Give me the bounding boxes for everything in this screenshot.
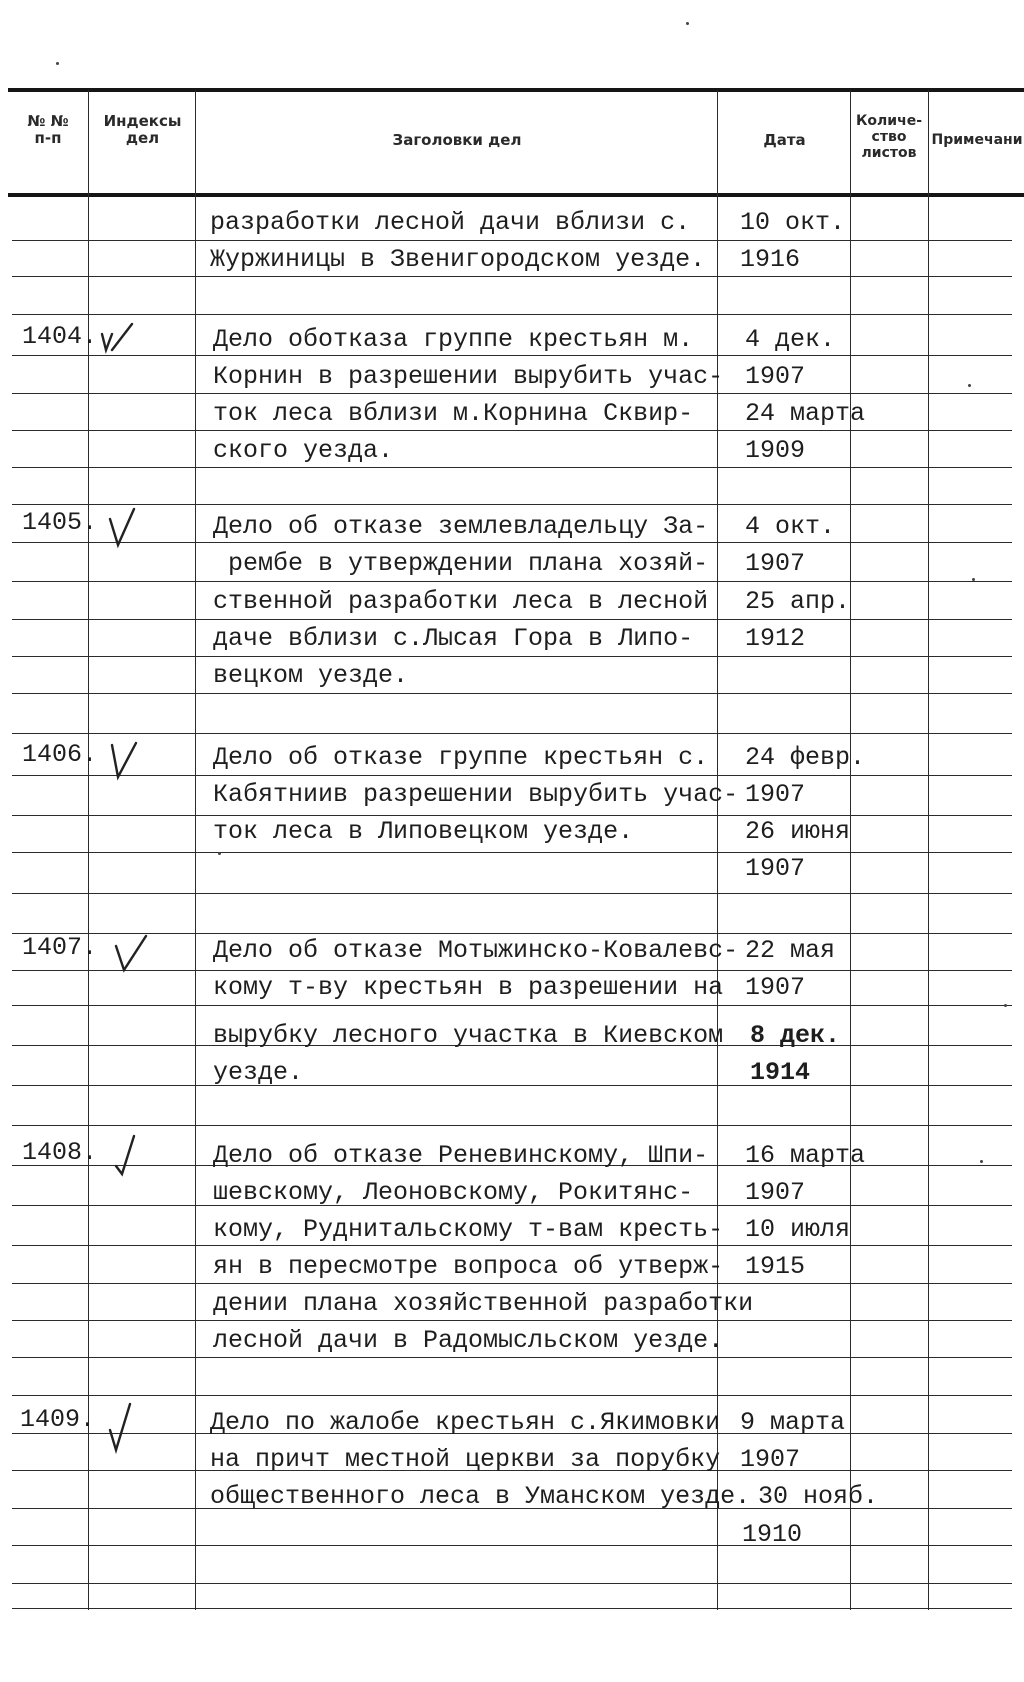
check-mark-icon: [98, 320, 138, 360]
entry-date: 1916: [740, 245, 801, 274]
entry-title-line: Дело об отказе Мотыжинско-Ковалевс-: [213, 936, 739, 965]
entry-date: 1907: [745, 362, 806, 391]
entry-title-line: Кабятниив разрешении вырубить учас-: [213, 780, 739, 809]
check-mark-icon: [112, 930, 152, 976]
entry-date: 10 окт.: [740, 208, 846, 237]
entry-title-line: ственной разработки леса в лесной: [213, 587, 709, 616]
entry-date: 24 марта: [745, 399, 866, 428]
header-bottom-rule: [8, 193, 1024, 197]
entry-date: 1909: [745, 436, 806, 465]
entry-title-line: рембе в утверждении плана хозяй-: [213, 549, 709, 578]
entry-date: 1907: [745, 1178, 806, 1207]
entry-title-line: Дело об отказе землевладельцу За-: [213, 512, 709, 541]
entry-title-line: Дело об отказе группе крестьян с.: [213, 743, 709, 772]
entry-title-line: кому т-ву крестьян в разрешении на: [213, 973, 724, 1002]
scan-speck: [56, 62, 59, 65]
entry-date: 9 марта: [740, 1408, 846, 1437]
scan-speck: [1004, 1004, 1007, 1007]
entry-title-line: Журжиницы в Звенигородском уезде.: [210, 245, 706, 274]
entry-title-line: ток леса в Липовецком уезде.: [213, 817, 634, 846]
column-rule-5: [928, 90, 929, 1610]
entry-date: 10 июля: [745, 1215, 851, 1244]
entry-title-line: шевскому, Леоновскому, Рокитянс-: [213, 1178, 694, 1207]
scan-speck: [218, 852, 221, 855]
scan-speck: [686, 22, 689, 25]
entry-title-line: на причт местной церкви за порубку: [210, 1445, 721, 1474]
entry-title-line: лесной дачи в Радомысльском уезде.: [213, 1326, 724, 1355]
entry-number: 1407.: [22, 933, 98, 962]
entry-date: 26 июня: [745, 817, 851, 846]
scan-speck: [968, 384, 971, 387]
entry-date: 25 апр.: [745, 587, 851, 616]
entry-date: 22 мая: [745, 936, 836, 965]
header-number: № № п-п: [27, 112, 69, 148]
header-top-rule: [8, 88, 1024, 92]
entry-date: 1907: [740, 1445, 801, 1474]
check-mark-icon: [104, 737, 144, 783]
entry-date: 16 марта: [745, 1141, 866, 1170]
entry-title-line: Дело оботказа группе крестьян м.: [213, 325, 694, 354]
header-notes: Примечани: [931, 132, 1023, 148]
entry-date: 1910: [742, 1520, 803, 1549]
entry-date: 30 нояб.: [758, 1482, 879, 1511]
entry-title-line: ян в пересмотре вопроса об утверж-: [213, 1252, 724, 1281]
entry-title-line: разработки лесной дачи вблизи с.: [210, 208, 691, 237]
entry-number: 1409.: [20, 1405, 96, 1434]
check-mark-icon: [104, 1400, 144, 1456]
scan-speck: [972, 578, 975, 581]
entry-date: 1907: [745, 549, 806, 578]
entry-date: 1907: [745, 854, 806, 883]
entry-date: 1912: [745, 624, 806, 653]
column-rule-3: [717, 90, 718, 1610]
entry-date: 4 дек.: [745, 325, 836, 354]
entry-number: 1408.: [22, 1138, 98, 1167]
entry-title-line: Дело по жалобе крестьян с.Якимовки: [210, 1408, 721, 1437]
entry-title-line: даче вблизи с.Лысая Гора в Липо-: [213, 624, 694, 653]
header-indices: Индексы дел: [103, 112, 182, 148]
entry-date: 4 окт.: [745, 512, 836, 541]
entry-number: 1405.: [22, 508, 98, 537]
scan-speck: [980, 1160, 983, 1163]
entry-title-line: кому, Руднитальскому т-вам кресть-: [213, 1215, 724, 1244]
header-date: Дата: [763, 131, 806, 149]
check-mark-icon: [112, 1132, 152, 1180]
entry-title-line: ток леса вблизи м.Корнина Сквир-: [213, 399, 694, 428]
entry-date: 1907: [745, 973, 806, 1002]
entry-number: 1404.: [22, 322, 98, 351]
column-rule-1: [88, 90, 89, 1610]
header-sheet-count: Количе- ство листов: [855, 113, 923, 162]
entry-date: 8 дек.: [750, 1021, 841, 1050]
entry-title-line: ского уезда.: [213, 436, 394, 465]
header-titles: Заголовки дел: [392, 131, 522, 149]
entry-title-line: дении плана хозяйственной разработки: [213, 1289, 754, 1318]
entry-title-line: Дело об отказе Реневинскому, Шпи-: [213, 1141, 709, 1170]
entry-date: 24 февр.: [745, 743, 866, 772]
entry-date: 1907: [745, 780, 806, 809]
entry-title-line: Корнин в разрешении вырубить учас-: [213, 362, 724, 391]
entry-title-line: общественного леса в Уманском уезде.: [210, 1482, 751, 1511]
check-mark-icon: [104, 505, 144, 551]
entry-title-line: уезде.: [213, 1058, 304, 1087]
entry-number: 1406.: [22, 740, 98, 769]
column-rule-4: [850, 90, 851, 1610]
entry-date: 1915: [745, 1252, 806, 1281]
column-rule-2: [195, 90, 196, 1610]
entry-date: 1914: [750, 1058, 811, 1087]
entry-title-line: вецком уезде.: [213, 661, 409, 690]
entry-title-line: вырубку лесного участка в Киевском: [213, 1021, 724, 1050]
